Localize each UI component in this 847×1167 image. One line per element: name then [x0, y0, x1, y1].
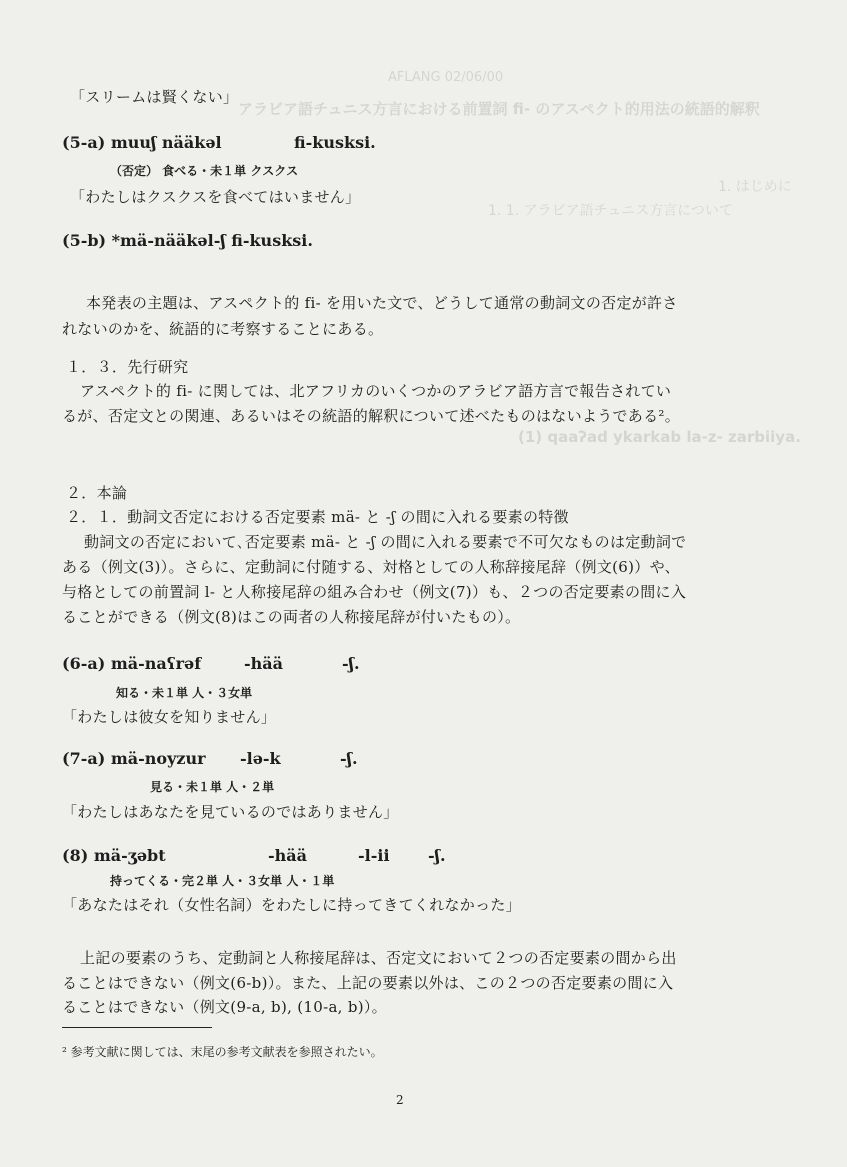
example-5b: (5-b) *mä-nääkəl-ʃ fi-kusksi. [62, 231, 313, 250]
footnote: ² 参考文献に関しては、末尾の参考文献表を参照されたい。 [62, 1045, 383, 1059]
gloss-6a: 知る・未１単 人・３女単 [116, 686, 253, 700]
translation-5a: 「わたしはクスクスを食べてはいません」 [70, 188, 361, 206]
example-7a-suffix2: -ʃ. [340, 749, 358, 768]
footnote-divider [62, 1027, 212, 1028]
example-8-suffix2: -l-ii [358, 846, 390, 865]
gloss-8: 持ってくる・完２単 人・３女単 人・１単 [110, 874, 335, 888]
section-heading-1-3: １．３．先行研究 [66, 358, 189, 376]
example-6a-suffix2: -ʃ. [342, 654, 360, 673]
paragraph-conclusion-line2: ることはできない（例文(6-b)）。また、上記の要素以外は、この２つの否定要素の間に入 [62, 974, 674, 992]
translation-6a: 「わたしは彼女を知りません」 [62, 708, 277, 726]
translation-7a: 「わたしはあなたを見ているのではありません」 [62, 803, 399, 821]
section-heading-2: ２．本論 [66, 484, 128, 502]
example-8-suffix1: -hää [268, 846, 308, 865]
bleed-through-title: アラビア語チュニス方言における前置詞 fi- のアスペクト的用法の統語的解釈 [238, 100, 760, 118]
paragraph-main-line3: 与格としての前置詞 l- と人称接尾辞の組み合わせ（例文(7)）も、２つの否定要素の間に入 [62, 583, 687, 601]
gloss-5a: （否定） 食べる・未１単 クスクス [110, 164, 299, 178]
paragraph-conclusion-line1: 上記の要素のうち、定動詞と人称接尾辞は、否定文において２つの否定要素の間から出 [80, 949, 677, 967]
paragraph-prior-line2: るが、否定文との関連、あるいはその統語的解釈について述べたものはないようである²。 [62, 407, 681, 425]
paragraph-topic-line2: れないのかを、統語的に考察することにある。 [62, 320, 384, 338]
bleed-through-heading: 1. はじめに [718, 179, 792, 195]
bleed-through-subheading: 1. 1. アラビア語チュニス方言について [488, 203, 733, 219]
example-8-suffix3: -ʃ. [428, 846, 446, 865]
paragraph-conclusion-line3: ることはできない（例文(9-a, b), (10-a, b)）。 [62, 998, 387, 1016]
bleed-through-header: AFLANG 02/06/00 [388, 70, 504, 85]
section-heading-2-1: ２．１．動詞文否定における否定要素 mä- と -ʃ の間に入れる要素の特徴 [66, 508, 569, 526]
example-7a: (7-a) mä-noyzur [62, 749, 206, 768]
page-number: 2 [396, 1093, 404, 1107]
example-8: (8) mä-ʒəbt [62, 846, 166, 865]
bleed-through-example: (1) qaaʔad ykarkab la-z- zarbiiya. [518, 428, 801, 446]
example-7a-suffix1: -lə-k [240, 749, 281, 768]
example-6a: (6-a) mä-naʕrəf [62, 654, 202, 673]
example-6a-suffix1: -hää [244, 654, 284, 673]
translation-8: 「あなたはそれ（女性名詞）をわたしに持ってきてくれなかった」 [62, 896, 522, 914]
paragraph-prior-line1: アスペクト的 fi- に関しては、北アフリカのいくつかのアラビア語方言で報告されてい [80, 382, 672, 400]
paragraph-main-line4: ることができる（例文(8)はこの両者の人称接尾辞が付いたもの）。 [62, 608, 521, 626]
example-5a: (5-a) muuʃ nääkəl [62, 133, 222, 152]
paragraph-main-line2: ある（例文(3)）。さらに、定動詞に付随する、対格としての人称辞接尾辞（例文(6)）や、 [62, 558, 680, 576]
paragraph-topic-line1: 本発表の主題は、アスペクト的 fi- を用いた文で、どうして通常の動詞文の否定が許さ [86, 294, 678, 312]
paragraph-main-line1: 動詞文の否定において､否定要素 mä- と -ʃ の間に入れる要素で不可欠なものは定動詞で [84, 533, 687, 551]
gloss-7a: 見る・未１単 人・２単 [150, 780, 275, 794]
example-5a-object: fi-kusksi. [294, 133, 376, 152]
translation-line: 「スリームは賢くない」 [70, 88, 239, 106]
